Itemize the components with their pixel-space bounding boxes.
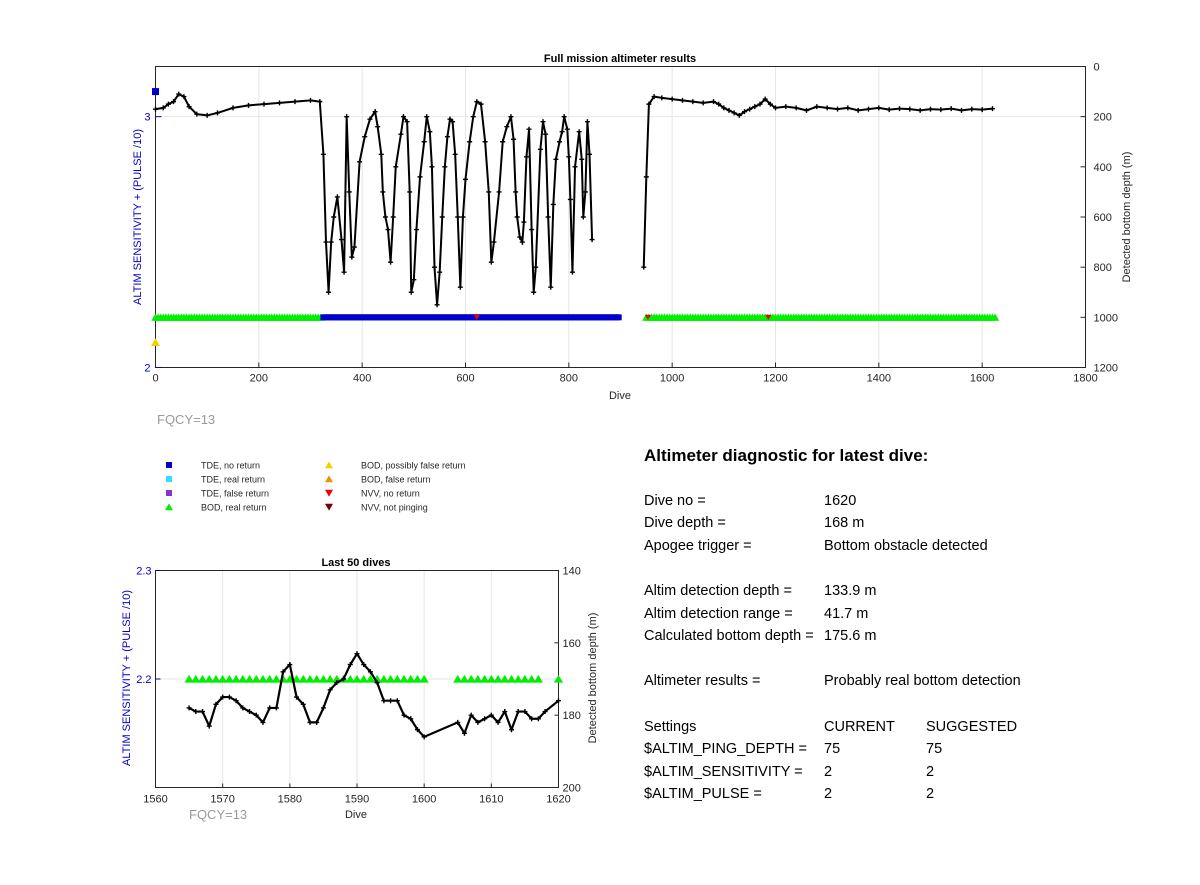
top-x-tick-label: 600 <box>456 372 475 385</box>
top-y2-tick-label: 1200 <box>1093 362 1118 375</box>
top-bottom-depth-point <box>969 107 974 112</box>
diag-value-calculated-bottom-depth: 175.6 m <box>824 628 877 644</box>
top-bottom-depth-point <box>432 265 437 270</box>
top-bottom-depth-point <box>577 129 582 134</box>
top-bottom-depth-point <box>321 152 326 157</box>
top-y2-tick-label: 0 <box>1093 61 1100 74</box>
top-bottom-depth-point <box>471 114 476 119</box>
top-bottom-depth-point <box>308 98 313 103</box>
top-bottom-depth-point <box>511 137 516 142</box>
top-bottom-depth-point <box>375 124 380 129</box>
top-bottom-depth-point <box>515 215 520 220</box>
top-bottom-depth-point <box>215 110 220 115</box>
top-bottom-depth-point <box>418 174 423 179</box>
top-bottom-depth-point <box>524 154 529 159</box>
diag-label-altimeter-results: Altimeter results = <box>644 673 761 689</box>
top-bottom-depth-point <box>562 114 567 119</box>
bottom-y2-tick-label: 180 <box>562 710 581 723</box>
top-y-axis-label: ALTIM SENSITIVITY + (PULSE /10) <box>132 129 144 305</box>
top-bottom-depth-point <box>856 108 861 113</box>
bottom-y2-tick-label: 140 <box>562 565 581 578</box>
top-plot-frame <box>156 67 1086 368</box>
top-x-axis-label: Dive <box>608 390 632 402</box>
legend-label: TDE, no return <box>201 460 261 471</box>
top-bottom-depth-point <box>918 108 923 113</box>
top-bottom-depth-point <box>326 290 331 295</box>
top-bottom-depth-point <box>590 237 595 242</box>
top-bottom-depth-point <box>422 139 427 144</box>
top-bottom-depth-point <box>825 105 830 110</box>
top-y-tick-label: 3 <box>144 111 151 124</box>
legend-label: NVV, not pinging <box>361 502 428 513</box>
top-bottom-depth-point <box>585 119 590 124</box>
top-x-tick-label: 1000 <box>659 372 685 385</box>
top-bottom-depth-point <box>553 157 558 162</box>
bottom-x-tick-label: 1560 <box>143 793 168 806</box>
top-x-tick-label: 0 <box>152 372 159 385</box>
bottom-chart <box>121 557 599 822</box>
legend-label: TDE, false return <box>201 488 270 499</box>
top-bottom-depth-point <box>644 174 649 179</box>
bottom-y2-tick-label: 200 <box>562 782 581 795</box>
top-bottom-depth-point <box>342 270 347 275</box>
top-bottom-depth-point <box>335 194 340 199</box>
top-chart <box>132 53 1133 427</box>
top-bottom-depth-point <box>529 227 534 232</box>
setting-sensitivity-label: $ALTIM_SENSITIVITY = <box>644 764 803 780</box>
diagnostic-title: Altimeter diagnostic for latest dive: <box>644 446 929 465</box>
bottom-y2-tick-label: 160 <box>562 637 581 650</box>
top-bottom-depth-point <box>551 202 556 207</box>
top-bottom-depth-point <box>409 290 414 295</box>
bottom-ticks <box>136 566 581 806</box>
top-bottom-depth-point <box>262 102 267 107</box>
top-bottom-depth-point <box>352 245 357 250</box>
top-bottom-depth-point <box>570 270 575 275</box>
diag-label-apogee-trigger: Apogee trigger = <box>644 538 752 554</box>
bottom-x-tick-label: 1580 <box>277 793 303 806</box>
legend-label: BOD, real return <box>201 502 267 513</box>
top-bottom-depth-point <box>804 108 809 113</box>
top-bottom-depth-point <box>659 95 664 100</box>
top-bottom-depth-point <box>463 177 468 182</box>
diag-label-dive-depth: Dive depth = <box>644 515 726 531</box>
diag-label-dive-no: Dive no = <box>644 493 706 509</box>
top-x-tick-label: 1800 <box>1073 372 1098 385</box>
bottom-y-tick-label: 2.3 <box>136 565 152 578</box>
diag-label-detection-range: Altim detection range = <box>644 606 793 622</box>
diag-value-dive-no: 1620 <box>824 493 857 509</box>
top-fqcy-label: FQCY=13 <box>157 412 216 427</box>
setting-sensitivity-suggested: 2 <box>926 764 935 780</box>
top-bottom-depth-point <box>680 98 685 103</box>
top-grid <box>156 67 1086 368</box>
top-y-tick-label: 2 <box>144 362 151 375</box>
top-bottom-depth-point <box>701 100 706 105</box>
settings-header-current: CURRENT <box>824 719 895 735</box>
top-bottom-depth-point <box>990 106 995 111</box>
top-bottom-depth-point <box>437 270 442 275</box>
legend-marker <box>166 490 172 496</box>
top-bottom-depth-point <box>329 240 334 245</box>
diag-label-calculated-bottom-depth: Calculated bottom depth = <box>644 628 814 644</box>
top-bottom-depth-point <box>344 114 349 119</box>
top-x-tick-label: 200 <box>249 372 269 385</box>
top-markers <box>151 88 999 346</box>
top-x-tick-label: 1400 <box>866 372 892 385</box>
top-bottom-depth-point <box>566 154 571 159</box>
top-bottom-depth-point <box>887 107 892 112</box>
top-bottom-depth-point <box>548 285 553 290</box>
setting-pulse-label: $ALTIM_PULSE = <box>644 786 762 802</box>
bottom-chart-title: Last 50 dives <box>321 557 391 569</box>
legend-marker <box>325 461 333 468</box>
bottom-x-axis-label: Dive <box>344 809 368 821</box>
top-bottom-depth-point <box>393 164 398 169</box>
top-bottom-depth-point <box>357 159 362 164</box>
top-bottom-depth-point <box>339 237 344 242</box>
top-bottom-depth-point <box>379 152 384 157</box>
top-bottom-depth-point <box>424 114 429 119</box>
bottom-y-tick-label: 2.2 <box>136 674 152 686</box>
top-bottom-depth-point <box>876 105 881 110</box>
top-bottom-depth-point <box>324 240 329 245</box>
top-bottom-depth-point <box>293 99 298 104</box>
top-bottom-depth-point <box>388 260 393 265</box>
top-y2-tick-label: 1000 <box>1093 312 1118 325</box>
bottom-series <box>187 651 561 739</box>
top-bottom-depth-point <box>579 157 584 162</box>
setting-ping-depth-suggested: 75 <box>926 741 943 757</box>
top-bottom-depth-point <box>467 139 472 144</box>
top-marker-tde-no-return <box>152 88 159 95</box>
top-bottom-depth-point <box>429 164 434 169</box>
top-bottom-depth-point <box>414 227 419 232</box>
bottom-fqcy-label: FQCY=13 <box>189 807 248 822</box>
top-bottom-depth-point <box>277 100 282 105</box>
top-bottom-depth-point <box>445 134 450 139</box>
top-bottom-depth-point <box>513 189 518 194</box>
top-bottom-depth-point <box>587 152 592 157</box>
top-bottom-depth-point <box>546 215 551 220</box>
top-bottom-depth-point <box>497 189 502 194</box>
top-bottom-depth-point <box>531 290 536 295</box>
bottom-x-tick-label: 1600 <box>411 793 437 806</box>
top-bottom-depth-point <box>641 265 646 270</box>
top-bottom-depth-point <box>690 99 695 104</box>
bottom-x-tick-label: 1590 <box>344 793 370 806</box>
top-bottom-depth-point <box>581 215 586 220</box>
top-bottom-depth-point <box>398 132 403 137</box>
bottom-y-axis-label: ALTIM SENSITIVITY + (PULSE /10) <box>121 590 133 766</box>
top-bottom-depth-point <box>521 220 526 225</box>
top-bottom-depth-point <box>486 189 491 194</box>
top-bottom-depth-point <box>794 105 799 110</box>
top-bottom-depth-point <box>455 215 460 220</box>
diag-label-detection-depth: Altim detection depth = <box>644 583 792 599</box>
top-bottom-depth-point <box>835 107 840 112</box>
top-bottom-depth-point <box>386 227 391 232</box>
legend-marker <box>325 475 333 482</box>
bottom-y2-axis-label: Detected bottom depth (m) <box>587 612 599 744</box>
legend-label: TDE, real return <box>201 474 266 485</box>
setting-pulse-current: 2 <box>824 786 833 802</box>
top-bottom-depth-point <box>491 240 496 245</box>
diag-value-detection-depth: 133.9 m <box>824 583 877 599</box>
top-bottom-depth-point <box>533 265 538 270</box>
top-bottom-depth-point <box>557 139 562 144</box>
top-bottom-depth-point <box>331 215 336 220</box>
top-bottom-depth-point <box>153 107 158 112</box>
top-bottom-depth-point <box>391 215 396 220</box>
legend-label: NVV, no return <box>361 488 420 499</box>
legend-label: BOD, possibly false return <box>361 460 466 471</box>
diag-value-detection-range: 41.7 m <box>824 606 869 622</box>
top-bottom-depth-point <box>538 147 543 152</box>
top-bottom-depth-point <box>231 105 236 110</box>
legend <box>165 461 466 513</box>
top-chart-title: Full mission altimeter results <box>543 53 697 65</box>
setting-pulse-suggested: 2 <box>926 786 935 802</box>
top-y2-tick-label: 800 <box>1093 262 1112 275</box>
top-y2-axis-label: Detected bottom depth (m) <box>1121 151 1133 283</box>
top-bottom-depth-point <box>380 189 385 194</box>
top-bottom-depth-point <box>383 215 388 220</box>
bottom-depth-point <box>388 698 393 703</box>
top-bottom-depth-point <box>440 215 445 220</box>
top-y2-tick-label: 200 <box>1093 111 1112 124</box>
top-bottom-depth-point <box>814 104 819 109</box>
top-bottom-depth-point <box>407 189 412 194</box>
bottom-x-tick-label: 1620 <box>546 793 571 806</box>
top-series <box>153 92 995 308</box>
top-x-tick-label: 1200 <box>763 372 788 385</box>
top-bottom-depth-point <box>845 105 850 110</box>
bottom-x-tick-label: 1570 <box>210 793 235 806</box>
top-bottom-depth-point <box>959 108 964 113</box>
top-x-tick-label: 400 <box>352 372 372 385</box>
top-bottom-depth-point <box>541 119 546 124</box>
top-bottom-depth-point <box>783 104 788 109</box>
top-bottom-depth-point <box>489 260 494 265</box>
diag-value-altimeter-results: Probably real bottom detection <box>824 673 1021 689</box>
top-bottom-depth-line <box>644 97 993 268</box>
legend-marker <box>166 462 172 468</box>
diag-value-apogee-trigger: Bottom obstacle detected <box>824 538 988 554</box>
top-x-tick-label: 1600 <box>969 372 995 385</box>
top-bottom-depth-point <box>980 107 985 112</box>
setting-ping-depth-current: 75 <box>824 741 841 757</box>
setting-sensitivity-current: 2 <box>824 764 833 780</box>
top-bottom-depth-point <box>460 215 465 220</box>
top-bottom-depth-point <box>453 152 458 157</box>
top-bottom-depth-point <box>362 134 367 139</box>
bottom-depth-point <box>274 705 279 710</box>
top-bottom-depth-point <box>246 103 251 108</box>
top-bottom-depth-point <box>347 189 352 194</box>
top-bottom-depth-point <box>928 107 933 112</box>
top-bottom-depth-point <box>560 129 565 134</box>
top-bottom-depth-point <box>573 164 578 169</box>
settings-header-label: Settings <box>644 719 697 735</box>
top-bottom-depth-point <box>435 302 440 307</box>
top-y2-tick-label: 400 <box>1093 161 1112 174</box>
top-bottom-depth-point <box>442 164 447 169</box>
legend-label: BOD, false return <box>361 474 431 485</box>
top-bottom-depth-point <box>483 139 488 144</box>
diag-value-dive-depth: 168 m <box>824 515 865 531</box>
bottom-x-tick-label: 1610 <box>479 793 504 806</box>
top-bottom-depth-point <box>670 97 675 102</box>
top-y2-tick-label: 600 <box>1093 212 1112 224</box>
legend-marker <box>165 503 173 510</box>
setting-ping-depth-label: $ALTIM_PING_DEPTH = <box>644 741 807 757</box>
settings-header-suggested: SUGGESTED <box>926 719 1018 735</box>
legend-marker <box>325 504 333 511</box>
top-bottom-depth-point <box>427 129 432 134</box>
top-bottom-depth-point <box>317 99 322 104</box>
top-bottom-depth-point <box>949 106 954 111</box>
top-marker-tde-no-return <box>616 314 622 320</box>
legend-marker <box>166 476 172 482</box>
top-bottom-depth-point <box>897 106 902 111</box>
top-bottom-depth-point <box>500 139 505 144</box>
top-bottom-depth-point <box>349 255 354 260</box>
top-bottom-depth-point <box>938 107 943 112</box>
top-x-tick-label: 800 <box>559 372 579 385</box>
top-marker-bod-possibly-false <box>151 338 160 346</box>
legend-marker <box>325 490 333 497</box>
top-bottom-depth-line <box>156 94 593 305</box>
bottom-depth-line <box>189 654 558 737</box>
top-bottom-depth-point <box>527 127 532 132</box>
top-bottom-depth-point <box>866 107 871 112</box>
top-bottom-depth-point <box>907 107 912 112</box>
top-bottom-depth-point <box>458 285 463 290</box>
top-bottom-depth-point <box>543 132 548 137</box>
